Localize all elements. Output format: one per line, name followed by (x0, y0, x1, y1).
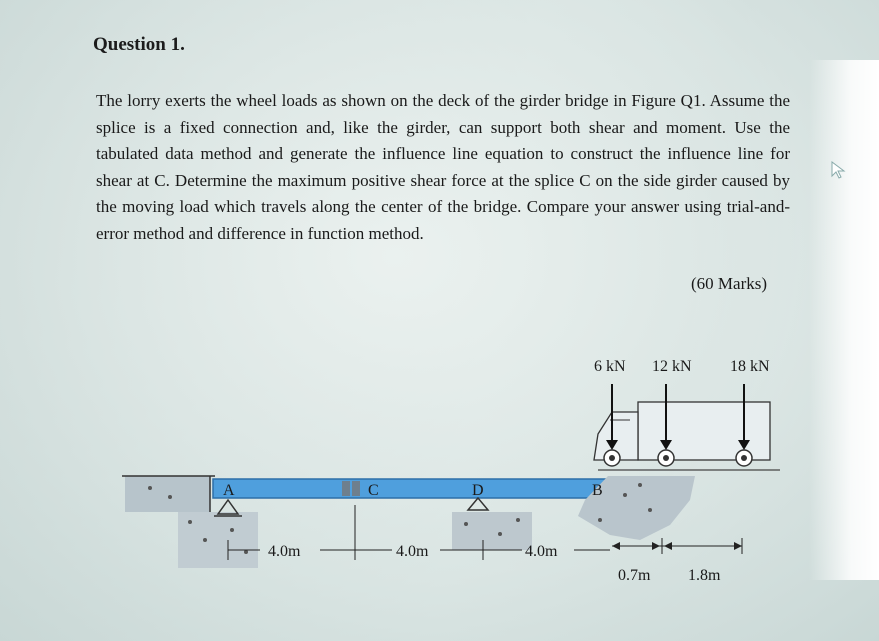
label-b: B (592, 482, 603, 499)
axle-spacing-1: 0.7m (618, 567, 651, 584)
load-2: 12 kN (652, 358, 692, 375)
span-ac: 4.0m (268, 543, 301, 560)
axle-spacing-2: 1.8m (688, 567, 721, 584)
label-a: A (223, 482, 235, 499)
label-c: C (368, 482, 379, 499)
axle-dimensions (612, 538, 742, 554)
load-3: 18 kN (730, 358, 770, 375)
girder (213, 479, 610, 498)
marks-label: (60 Marks) (691, 274, 768, 293)
span-db: 4.0m (525, 543, 558, 560)
load-1: 6 kN (594, 358, 626, 375)
question-heading: Question 1. (93, 34, 185, 55)
question-text: The lorry exerts the wheel loads as shown on the deck of the girder bridge in Figure Q1. Assume the splice is a fixed connection and, like the girder, can support both shear and moment. Use the tabulated data method and generate the influence line equation to construct the influence line for shear at C. Determine the maximum positive shear force at the splice C on the side girder caused by the moving load which travels along the center of the bridge. Compare your answer using trial-and-error method and difference in function method. (96, 91, 790, 243)
pier-d (452, 498, 532, 550)
label-d: D (472, 482, 484, 499)
right-abutment (578, 470, 780, 540)
span-cd: 4.0m (396, 543, 429, 560)
